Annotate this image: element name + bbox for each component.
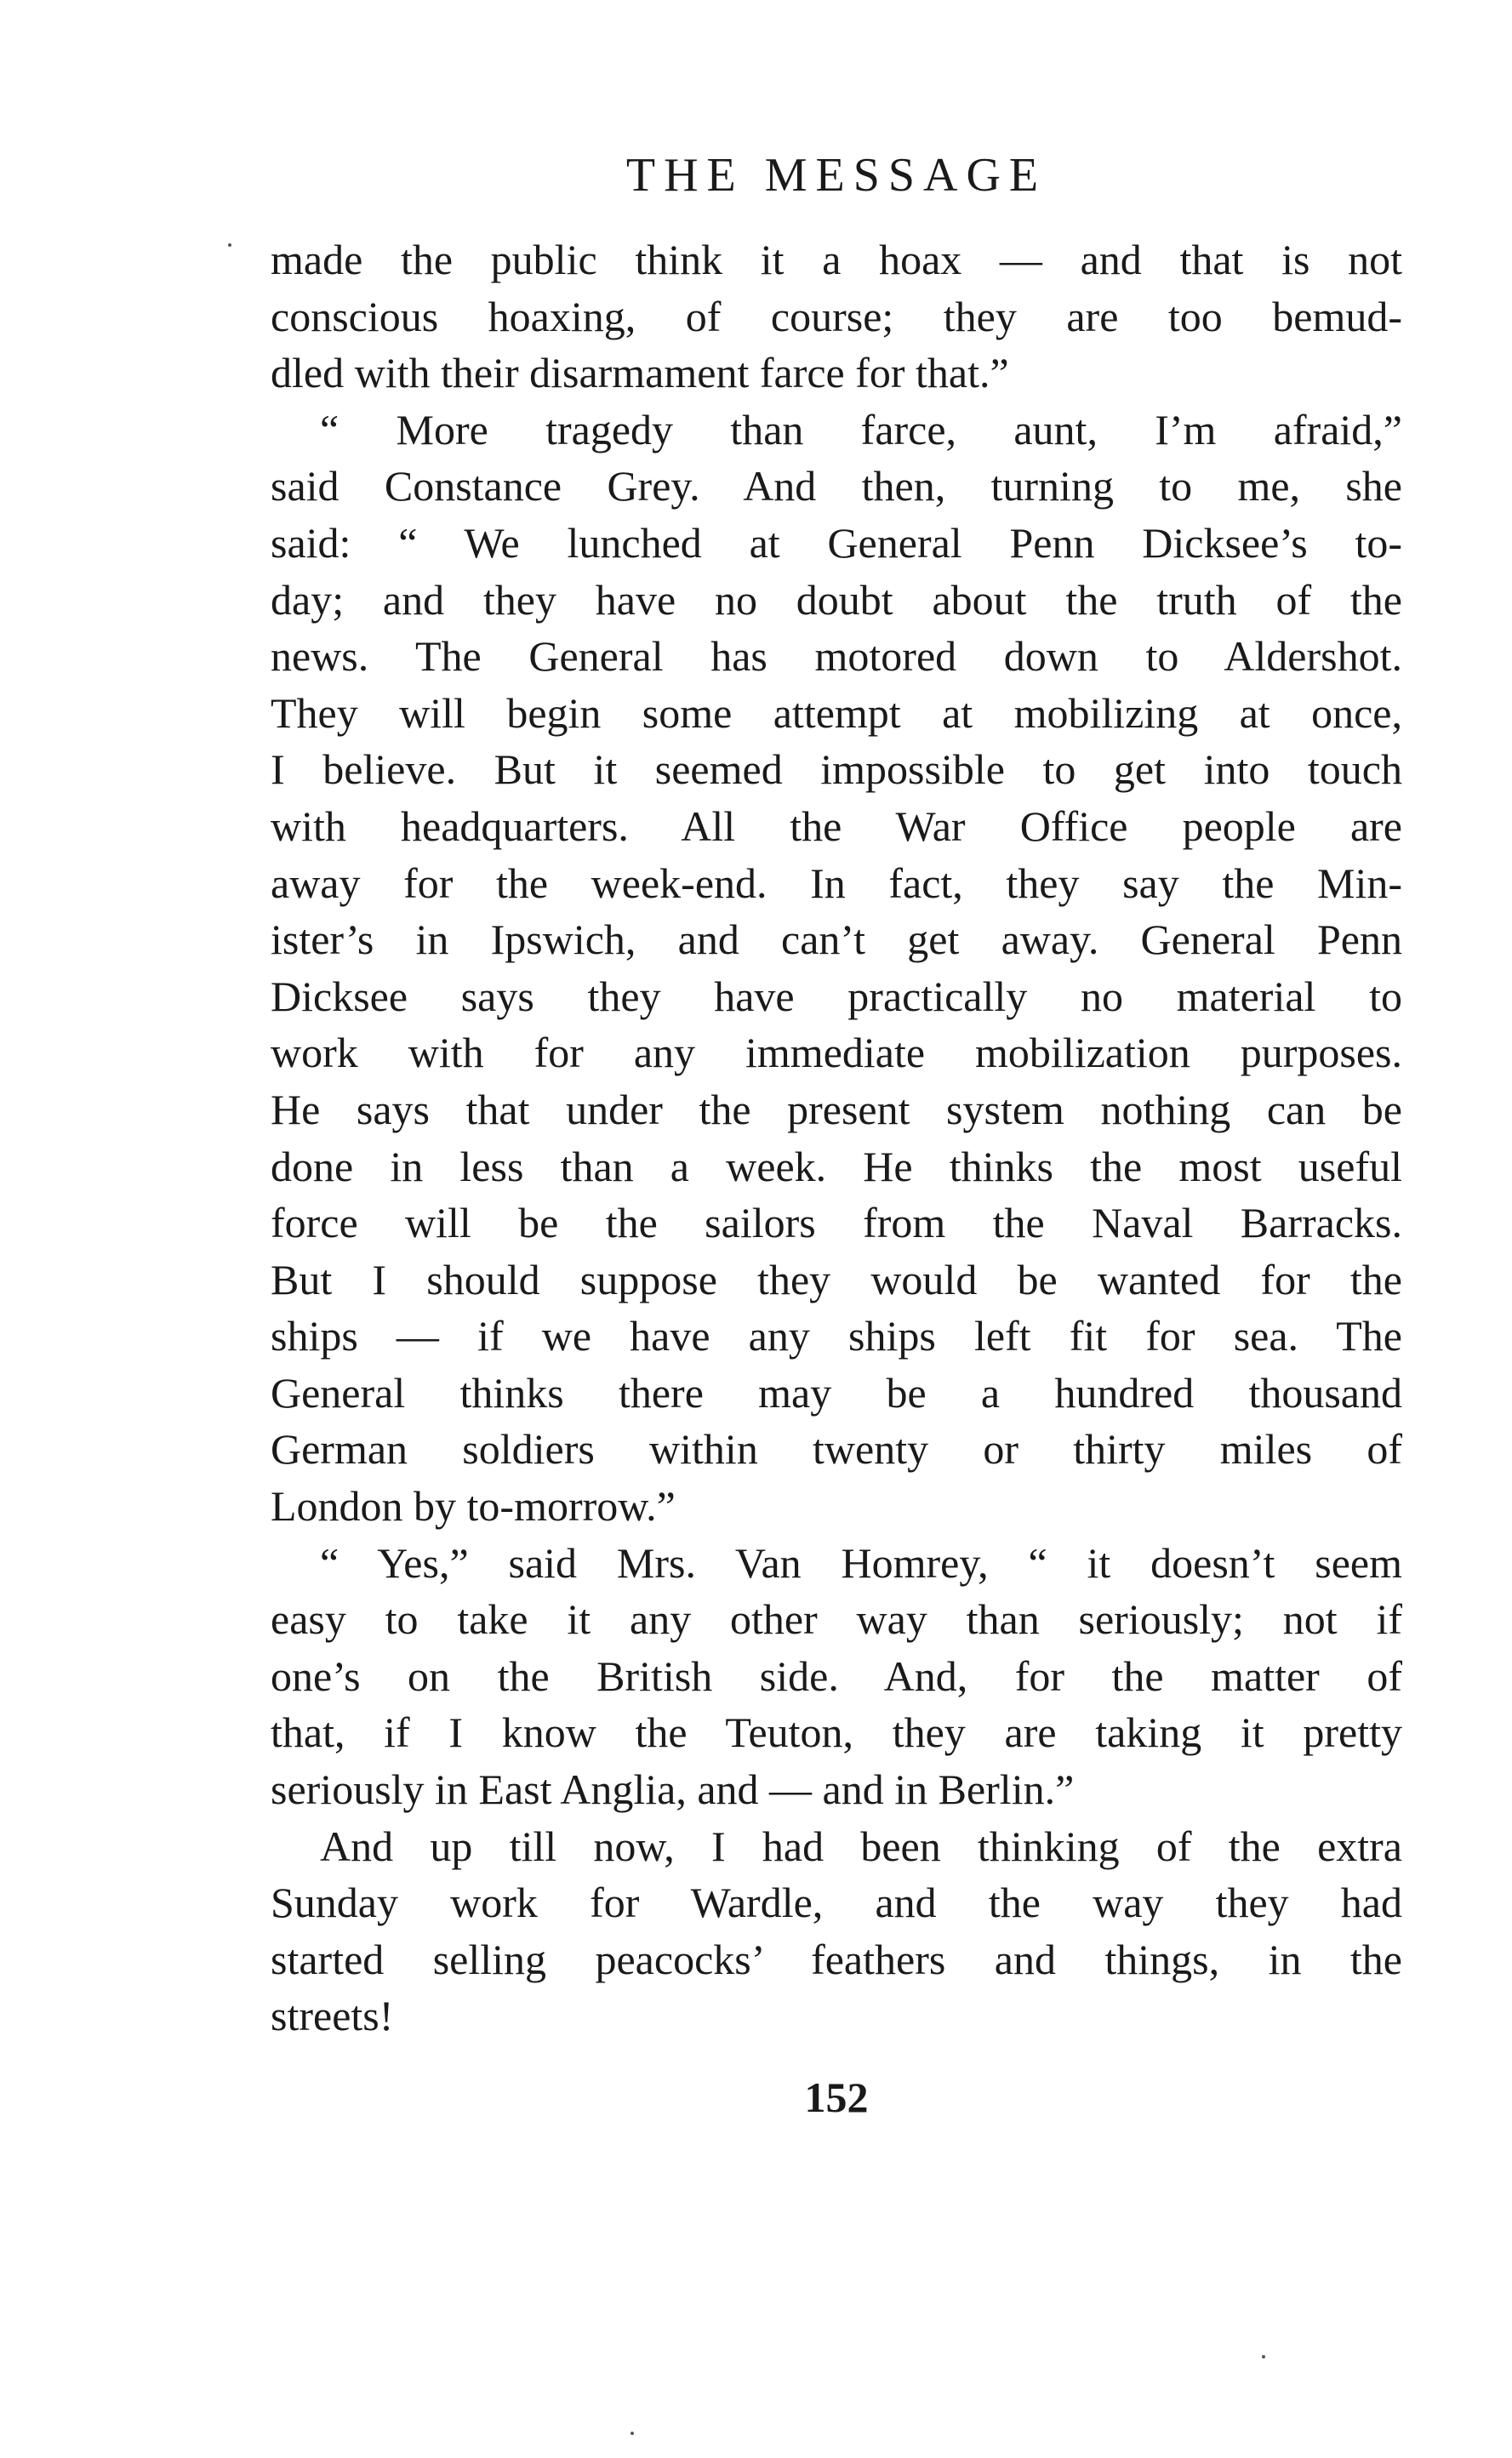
page-number: 152	[804, 2073, 869, 2121]
text-line: said Constance Grey. And then, turning to me, she	[271, 462, 1402, 510]
text-line: away for the week-end. In fact, they say the Min-	[271, 858, 1402, 907]
text-line: General thinks there may be a hundred thousand	[271, 1368, 1402, 1417]
text-line: one’s on the British side. And, for the matter of	[271, 1651, 1402, 1700]
text-line: Dicksee says they have practically no material to	[271, 972, 1402, 1020]
paper-speck	[228, 243, 231, 247]
text-line: Sunday work for Wardle, and the way they had	[271, 1879, 1402, 1927]
text-line: done in less than a week. He thinks the most useful	[271, 1142, 1402, 1190]
paper-speck	[1262, 2355, 1265, 2358]
text-line: day; and they have no doubt about the truth of the	[271, 575, 1402, 624]
body-text	[271, 231, 1402, 2045]
text-line: “ Yes,” said Mrs. Van Homrey, “ it doesn’t seem	[320, 1538, 1402, 1587]
text-line: streets!	[271, 1992, 394, 2040]
text-line: seriously in East Anglia, and — and in Berlin.”	[271, 1765, 1075, 1814]
text-line: “ More tragedy than farce, aunt, I’m afraid,”	[320, 405, 1402, 453]
text-line: They will begin some attempt at mobilizing at once,	[271, 688, 1402, 737]
text-line: ships — if we have any ships left fit for sea. The	[271, 1312, 1402, 1360]
text-line: London by to-morrow.”	[271, 1482, 676, 1531]
text-line: He says that under the present system nothing can be	[271, 1085, 1402, 1133]
text-line: that, if I know the Teuton, they are taking it pretty	[271, 1708, 1402, 1757]
text-line: But I should suppose they would be wanted for the	[271, 1255, 1402, 1303]
text-line: force will be the sailors from the Naval Barracks.	[271, 1199, 1402, 1247]
text-line: started selling peacocks’ feathers and things, in the	[271, 1935, 1402, 1983]
text-line: conscious hoaxing, of course; they are too bemud-	[271, 292, 1402, 340]
text-line: made the public think it a hoax — and that is not	[271, 236, 1402, 283]
text-line: news. The General has motored down to Aldershot.	[271, 632, 1402, 681]
text-line: ister’s in Ipswich, and can’t get away. General Penn	[271, 915, 1402, 964]
text-line: German soldiers within twenty or thirty miles of	[271, 1425, 1402, 1474]
text-line: And up till now, I had been thinking of the extra	[320, 1822, 1402, 1870]
text-line: easy to take it any other way than seriously; not if	[271, 1595, 1402, 1644]
text-line: dled with their disarmament farce for that.”	[271, 349, 1009, 397]
text-line: I believe. But it seemed impossible to get into touch	[271, 745, 1402, 794]
running-head: THE MESSAGE	[625, 149, 1047, 202]
text-line: work with for any immediate mobilization purposes.	[271, 1029, 1402, 1077]
text-line: said: “ We lunched at General Penn Dicksee’s to-	[271, 518, 1402, 567]
text-line: with headquarters. All the War Office people are	[271, 801, 1402, 850]
paper-speck	[630, 2432, 634, 2435]
